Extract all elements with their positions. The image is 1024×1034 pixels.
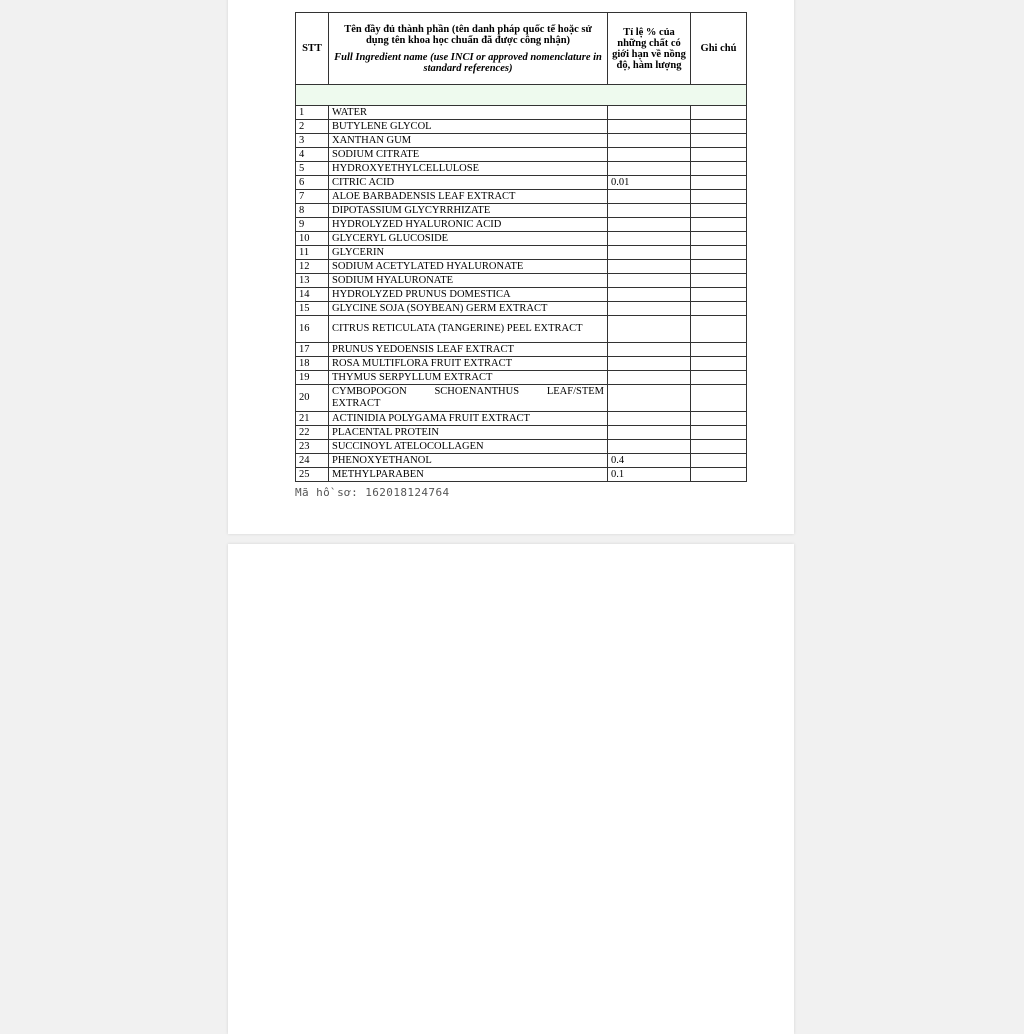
note-cell: [691, 204, 747, 218]
note-cell: [691, 134, 747, 148]
note-cell: [691, 426, 747, 440]
note-cell: [691, 232, 747, 246]
note-cell: [691, 288, 747, 302]
ratio-cell: 0.1: [608, 468, 691, 482]
ratio-cell: [608, 302, 691, 316]
header-name-english: Full Ingredient name (use INCI or approved nomenclature in standard references): [334, 51, 602, 74]
document-page-2: [228, 544, 794, 1034]
ingredient-name-cell: SODIUM HYALURONATE: [329, 274, 608, 288]
ratio-cell: [608, 371, 691, 385]
ingredient-name-cell: ACTINIDIA POLYGAMA FRUIT EXTRACT: [329, 412, 608, 426]
ingredient-name-cell: PLACENTAL PROTEIN: [329, 426, 608, 440]
row-number-cell: 7: [296, 190, 329, 204]
row-number-cell: 3: [296, 134, 329, 148]
ratio-cell: [608, 232, 691, 246]
ratio-cell: [608, 440, 691, 454]
note-cell: [691, 468, 747, 482]
row-number-cell: 5: [296, 162, 329, 176]
table-row: [296, 120, 747, 134]
table-header-row: [296, 13, 747, 85]
ingredient-name-cell: CITRUS RETICULATA (TANGERINE) PEEL EXTRACT: [329, 316, 608, 343]
row-number-cell: 15: [296, 302, 329, 316]
ratio-cell: [608, 385, 691, 412]
row-number-cell: 1: [296, 106, 329, 120]
ratio-cell: [608, 218, 691, 232]
ratio-cell: [608, 162, 691, 176]
ratio-cell: [608, 148, 691, 162]
ingredient-name-cell: METHYLPARABEN: [329, 468, 608, 482]
row-number-cell: 17: [296, 343, 329, 357]
note-cell: [691, 343, 747, 357]
ratio-cell: [608, 426, 691, 440]
table-row: [296, 134, 747, 148]
ratio-cell: [608, 190, 691, 204]
row-number-cell: 12: [296, 260, 329, 274]
ingredient-name-cell: XANTHAN GUM: [329, 134, 608, 148]
row-number-cell: 4: [296, 148, 329, 162]
ratio-cell: 0.4: [608, 454, 691, 468]
table-row: [296, 412, 747, 426]
table-row: [296, 440, 747, 454]
spacer-cell: [296, 85, 747, 106]
row-number-cell: 8: [296, 204, 329, 218]
header-ingredient-name: [329, 13, 608, 85]
header-note: Ghi chú: [691, 13, 747, 85]
table-row: [296, 343, 747, 357]
note-cell: [691, 412, 747, 426]
table-row: [296, 454, 747, 468]
ratio-cell: 0.01: [608, 176, 691, 190]
note-cell: [691, 357, 747, 371]
table-row: [296, 426, 747, 440]
row-number-cell: 19: [296, 371, 329, 385]
note-cell: [691, 218, 747, 232]
ingredient-name-cell: DIPOTASSIUM GLYCYRRHIZATE: [329, 204, 608, 218]
row-number-cell: 21: [296, 412, 329, 426]
ratio-cell: [608, 204, 691, 218]
ratio-cell: [608, 288, 691, 302]
ratio-cell: [608, 246, 691, 260]
ingredient-name-cell: BUTYLENE GLYCOL: [329, 120, 608, 134]
table-row: [296, 371, 747, 385]
note-cell: [691, 274, 747, 288]
note-cell: [691, 302, 747, 316]
ingredient-name-cell: HYDROLYZED HYALURONIC ACID: [329, 218, 608, 232]
table-row: [296, 385, 747, 412]
row-number-cell: 11: [296, 246, 329, 260]
ingredient-name-cell: SODIUM ACETYLATED HYALURONATE: [329, 260, 608, 274]
table-row: [296, 106, 747, 120]
table-body: [296, 106, 747, 482]
row-number-cell: 24: [296, 454, 329, 468]
note-cell: [691, 371, 747, 385]
note-cell: [691, 385, 747, 412]
ratio-cell: [608, 134, 691, 148]
document-page-1: [228, 0, 794, 534]
row-number-cell: 22: [296, 426, 329, 440]
note-cell: [691, 176, 747, 190]
ratio-cell: [608, 343, 691, 357]
ingredient-name-cell: PHENOXYETHANOL: [329, 454, 608, 468]
row-number-cell: 9: [296, 218, 329, 232]
ingredient-name-cell: PRUNUS YEDOENSIS LEAF EXTRACT: [329, 343, 608, 357]
table-row: [296, 190, 747, 204]
ratio-cell: [608, 316, 691, 343]
table-row: [296, 162, 747, 176]
ratio-cell: [608, 260, 691, 274]
ingredient-table: [295, 12, 747, 482]
table-row: [296, 316, 747, 343]
table-row: [296, 246, 747, 260]
table-row: [296, 148, 747, 162]
ingredient-name-cell: ROSA MULTIFLORA FRUIT EXTRACT: [329, 357, 608, 371]
ingredient-name-cell: GLYCERYL GLUCOSIDE: [329, 232, 608, 246]
table-row: [296, 357, 747, 371]
ingredient-name-cell: CYMBOPOGON SCHOENANTHUS LEAF/STEM EXTRACT: [329, 385, 608, 412]
ingredient-name-cell: THYMUS SERPYLLUM EXTRACT: [329, 371, 608, 385]
row-number-cell: 2: [296, 120, 329, 134]
row-number-cell: 13: [296, 274, 329, 288]
ingredient-name-cell: HYDROXYETHYLCELLULOSE: [329, 162, 608, 176]
ingredient-name-cell: SUCCINOYL ATELOCOLLAGEN: [329, 440, 608, 454]
table-row: [296, 468, 747, 482]
header-name-vietnamese: Tên đầy đủ thành phần (tên danh pháp quốc tế hoặc sử dụng tên khoa học chuẩn đã được công nhận): [344, 23, 592, 46]
ratio-cell: [608, 120, 691, 134]
note-cell: [691, 148, 747, 162]
ratio-cell: [608, 412, 691, 426]
table-row: [296, 218, 747, 232]
table-spacer-row: [296, 85, 747, 106]
table-row: [296, 274, 747, 288]
ingredient-name-cell: GLYCERIN: [329, 246, 608, 260]
ingredient-name-cell: HYDROLYZED PRUNUS DOMESTICA: [329, 288, 608, 302]
ratio-cell: [608, 357, 691, 371]
table-row: [296, 204, 747, 218]
note-cell: [691, 440, 747, 454]
note-cell: [691, 120, 747, 134]
row-number-cell: 20: [296, 385, 329, 412]
table-row: [296, 260, 747, 274]
row-number-cell: 23: [296, 440, 329, 454]
header-ratio: Tỉ lệ % của những chất có giới hạn về nồng độ, hàm lượng: [608, 13, 691, 85]
ingredient-name-cell: CITRIC ACID: [329, 176, 608, 190]
header-stt: STT: [296, 13, 329, 85]
note-cell: [691, 246, 747, 260]
row-number-cell: 6: [296, 176, 329, 190]
row-number-cell: 16: [296, 316, 329, 343]
note-cell: [691, 454, 747, 468]
row-number-cell: 18: [296, 357, 329, 371]
row-number-cell: 10: [296, 232, 329, 246]
note-cell: [691, 190, 747, 204]
ratio-cell: [608, 106, 691, 120]
ingredient-name-cell: WATER: [329, 106, 608, 120]
row-number-cell: 14: [296, 288, 329, 302]
table-row: [296, 288, 747, 302]
note-cell: [691, 162, 747, 176]
table-row: [296, 302, 747, 316]
row-number-cell: 25: [296, 468, 329, 482]
table-row: [296, 176, 747, 190]
table-row: [296, 232, 747, 246]
ingredient-name-cell: GLYCINE SOJA (SOYBEAN) GERM EXTRACT: [329, 302, 608, 316]
ingredient-name-cell: SODIUM CITRATE: [329, 148, 608, 162]
note-cell: [691, 260, 747, 274]
note-cell: [691, 316, 747, 343]
dossier-number: Mã hồ sơ: 162018124764: [295, 486, 450, 499]
note-cell: [691, 106, 747, 120]
ratio-cell: [608, 274, 691, 288]
ingredient-name-cell: ALOE BARBADENSIS LEAF EXTRACT: [329, 190, 608, 204]
